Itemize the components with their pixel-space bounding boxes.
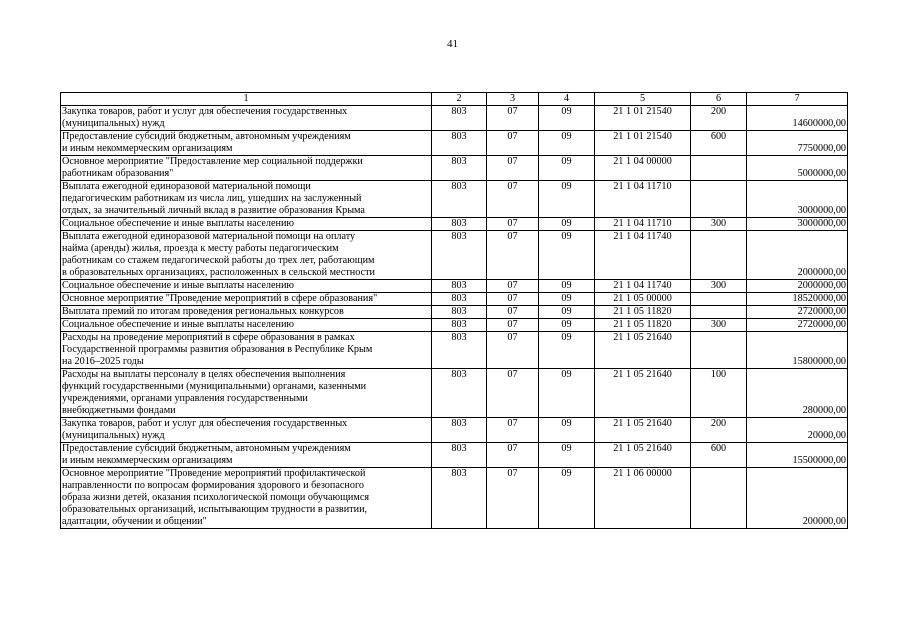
code-section: 07 <box>487 106 539 131</box>
amount-cell: 200000,00 <box>747 468 848 529</box>
code-section: 07 <box>487 231 539 280</box>
code-target-article: 21 1 01 21540 <box>595 131 691 156</box>
code-main-manager: 803 <box>432 156 487 181</box>
row-description <box>61 156 432 181</box>
code-target-article: 21 1 04 11710 <box>595 218 691 231</box>
amount-cell: 15800000,00 <box>747 332 848 369</box>
description-line: Выплата премий по итогам проведения региональных конкурсов <box>62 306 344 317</box>
code-expense-type <box>691 293 747 306</box>
table-row <box>61 443 848 468</box>
column-header: 7 <box>747 93 848 106</box>
code-section: 07 <box>487 280 539 293</box>
description-line: образа жизни детей, оказания психологической помощи обучающимся <box>62 492 370 503</box>
description-line: Предоставление субсидий бюджетным, автономным учреждениям <box>62 131 351 142</box>
row-description <box>61 319 432 332</box>
amount-cell: 5000000,00 <box>747 156 848 181</box>
table-row <box>61 181 848 218</box>
amount-cell: 7750000,00 <box>747 131 848 156</box>
code-subsection: 09 <box>539 231 595 280</box>
code-main-manager: 803 <box>432 319 487 332</box>
amount-cell: 2720000,00 <box>747 319 848 332</box>
row-description <box>61 443 432 468</box>
column-header: 2 <box>432 93 487 106</box>
code-target-article: 21 1 04 11710 <box>595 181 691 218</box>
code-expense-type: 600 <box>691 131 747 156</box>
column-header: 4 <box>539 93 595 106</box>
code-target-article: 21 1 05 11820 <box>595 306 691 319</box>
row-description <box>61 218 432 231</box>
description-line: Закупка товаров, работ и услуг для обеспечения государственных <box>62 106 348 117</box>
code-main-manager: 803 <box>432 181 487 218</box>
description-line: Закупка товаров, работ и услуг для обеспечения государственных <box>62 418 348 429</box>
code-subsection: 09 <box>539 306 595 319</box>
description-line: Социальное обеспечение и иные выплаты населению <box>62 218 295 229</box>
description-line: Выплата ежегодной единоразовой материальной помощи <box>62 181 311 192</box>
code-subsection: 09 <box>539 468 595 529</box>
code-subsection: 09 <box>539 218 595 231</box>
code-section: 07 <box>487 332 539 369</box>
row-description <box>61 280 432 293</box>
table-row <box>61 218 848 231</box>
code-main-manager: 803 <box>432 418 487 443</box>
description-line: направленности по вопросам формирования здорового и безопасного <box>62 480 364 491</box>
code-subsection: 09 <box>539 106 595 131</box>
code-main-manager: 803 <box>432 468 487 529</box>
table-row <box>61 319 848 332</box>
code-target-article: 21 1 05 21640 <box>595 332 691 369</box>
code-section: 07 <box>487 418 539 443</box>
code-main-manager: 803 <box>432 443 487 468</box>
row-description <box>61 131 432 156</box>
amount-cell: 14600000,00 <box>747 106 848 131</box>
code-section: 07 <box>487 156 539 181</box>
amount-cell: 2000000,00 <box>747 280 848 293</box>
code-section: 07 <box>487 468 539 529</box>
table-row <box>61 293 848 306</box>
code-main-manager: 803 <box>432 293 487 306</box>
code-section: 07 <box>487 293 539 306</box>
row-description <box>61 181 432 218</box>
code-section: 07 <box>487 306 539 319</box>
code-subsection: 09 <box>539 369 595 418</box>
page-number: 41 <box>447 38 458 50</box>
amount-cell: 280000,00 <box>747 369 848 418</box>
table-header-row <box>61 93 848 106</box>
row-description <box>61 418 432 443</box>
code-expense-type <box>691 181 747 218</box>
code-expense-type: 300 <box>691 280 747 293</box>
table-row <box>61 332 848 369</box>
description-line: Расходы на выплаты персоналу в целях обеспечения выполнения <box>62 369 346 380</box>
code-section: 07 <box>487 131 539 156</box>
budget-table <box>60 92 848 529</box>
description-line: Выплата ежегодной единоразовой материальной помощи на оплату <box>62 231 356 242</box>
code-main-manager: 803 <box>432 231 487 280</box>
code-section: 07 <box>487 443 539 468</box>
code-target-article: 21 1 05 00000 <box>595 293 691 306</box>
table-row <box>61 131 848 156</box>
description-line: работникам со стажем педагогической работы до трех лет, работающим <box>62 255 375 266</box>
description-line: Социальное обеспечение и иные выплаты населению <box>62 319 295 330</box>
code-section: 07 <box>487 369 539 418</box>
amount-cell: 2000000,00 <box>747 231 848 280</box>
table-row <box>61 306 848 319</box>
code-section: 07 <box>487 218 539 231</box>
description-line: адаптации, обучении и общении" <box>62 516 207 527</box>
code-target-article: 21 1 06 00000 <box>595 468 691 529</box>
code-expense-type <box>691 306 747 319</box>
code-target-article: 21 1 01 21540 <box>595 106 691 131</box>
code-main-manager: 803 <box>432 280 487 293</box>
amount-cell: 2720000,00 <box>747 306 848 319</box>
table-row <box>61 418 848 443</box>
code-expense-type: 200 <box>691 418 747 443</box>
code-main-manager: 803 <box>432 369 487 418</box>
amount-cell: 20000,00 <box>747 418 848 443</box>
description-line: учреждениями, органами управления государственными <box>62 393 308 404</box>
row-description <box>61 332 432 369</box>
description-line: в образовательных организациях, расположенных в сельской местности <box>62 267 376 278</box>
description-line: (муниципальных) нужд <box>62 430 165 441</box>
code-subsection: 09 <box>539 181 595 218</box>
code-main-manager: 803 <box>432 131 487 156</box>
code-subsection: 09 <box>539 443 595 468</box>
table-row <box>61 468 848 529</box>
table-row <box>61 106 848 131</box>
code-section: 07 <box>487 181 539 218</box>
code-target-article: 21 1 05 21640 <box>595 369 691 418</box>
row-description <box>61 306 432 319</box>
description-line: работникам образования" <box>62 168 174 179</box>
table-row <box>61 280 848 293</box>
amount-cell: 3000000,00 <box>747 181 848 218</box>
column-header: 1 <box>61 93 432 106</box>
row-description <box>61 231 432 280</box>
row-description <box>61 293 432 306</box>
column-header: 3 <box>487 93 539 106</box>
code-expense-type: 600 <box>691 443 747 468</box>
code-subsection: 09 <box>539 319 595 332</box>
code-expense-type: 200 <box>691 106 747 131</box>
description-line: Основное мероприятие "Проведение мероприятий в сфере образования" <box>62 293 378 304</box>
code-expense-type <box>691 332 747 369</box>
code-target-article: 21 1 04 11740 <box>595 280 691 293</box>
description-line: внебюджетными фондами <box>62 405 176 416</box>
description-line: Расходы на проведение мероприятий в сфере образования в рамках <box>62 332 355 343</box>
description-line: образовательных организаций, испытывающим трудности в развитии, <box>62 504 368 515</box>
description-line: (муниципальных) нужд <box>62 118 165 129</box>
table-row <box>61 231 848 280</box>
code-expense-type <box>691 156 747 181</box>
amount-cell: 3000000,00 <box>747 218 848 231</box>
row-description <box>61 106 432 131</box>
description-line: Основное мероприятие "Проведение мероприятий профилактической <box>62 468 366 479</box>
amount-cell: 15500000,00 <box>747 443 848 468</box>
description-line: Государственной программы развития образования в Республике Крым <box>62 344 373 355</box>
table-row <box>61 369 848 418</box>
code-main-manager: 803 <box>432 306 487 319</box>
code-main-manager: 803 <box>432 106 487 131</box>
description-line: и иным некоммерческим организациям <box>62 143 233 154</box>
code-subsection: 09 <box>539 293 595 306</box>
code-subsection: 09 <box>539 332 595 369</box>
code-subsection: 09 <box>539 131 595 156</box>
code-expense-type <box>691 468 747 529</box>
description-line: на 2016–2025 годы <box>62 356 144 367</box>
code-section: 07 <box>487 319 539 332</box>
description-line: функций государственными (муниципальными) органами, казенными <box>62 381 367 392</box>
code-target-article: 21 1 04 00000 <box>595 156 691 181</box>
row-description <box>61 369 432 418</box>
table-row <box>61 156 848 181</box>
description-line: отдых, за значительный личный вклад в развитие образования Крыма <box>62 205 365 216</box>
code-main-manager: 803 <box>432 332 487 369</box>
code-expense-type: 300 <box>691 218 747 231</box>
code-subsection: 09 <box>539 280 595 293</box>
column-header: 5 <box>595 93 691 106</box>
amount-cell: 18520000,00 <box>747 293 848 306</box>
code-target-article: 21 1 05 21640 <box>595 418 691 443</box>
description-line: Основное мероприятие "Предоставление мер социальной поддержки <box>62 156 363 167</box>
code-target-article: 21 1 05 11820 <box>595 319 691 332</box>
table-body <box>61 106 848 529</box>
code-target-article: 21 1 05 21640 <box>595 443 691 468</box>
description-line: педагогическим работникам из числа лиц, ушедших на заслуженный <box>62 193 362 204</box>
description-line: Социальное обеспечение и иные выплаты населению <box>62 280 295 291</box>
description-line: и иным некоммерческим организациям <box>62 455 233 466</box>
code-expense-type: 100 <box>691 369 747 418</box>
code-expense-type <box>691 231 747 280</box>
description-line: найма (аренды) жилья, проезда к месту работы педагогическим <box>62 243 339 254</box>
code-main-manager: 803 <box>432 218 487 231</box>
row-description <box>61 468 432 529</box>
code-target-article: 21 1 04 11740 <box>595 231 691 280</box>
code-expense-type: 300 <box>691 319 747 332</box>
description-line: Предоставление субсидий бюджетным, автономным учреждениям <box>62 443 351 454</box>
code-subsection: 09 <box>539 418 595 443</box>
code-subsection: 09 <box>539 156 595 181</box>
column-header: 6 <box>691 93 747 106</box>
